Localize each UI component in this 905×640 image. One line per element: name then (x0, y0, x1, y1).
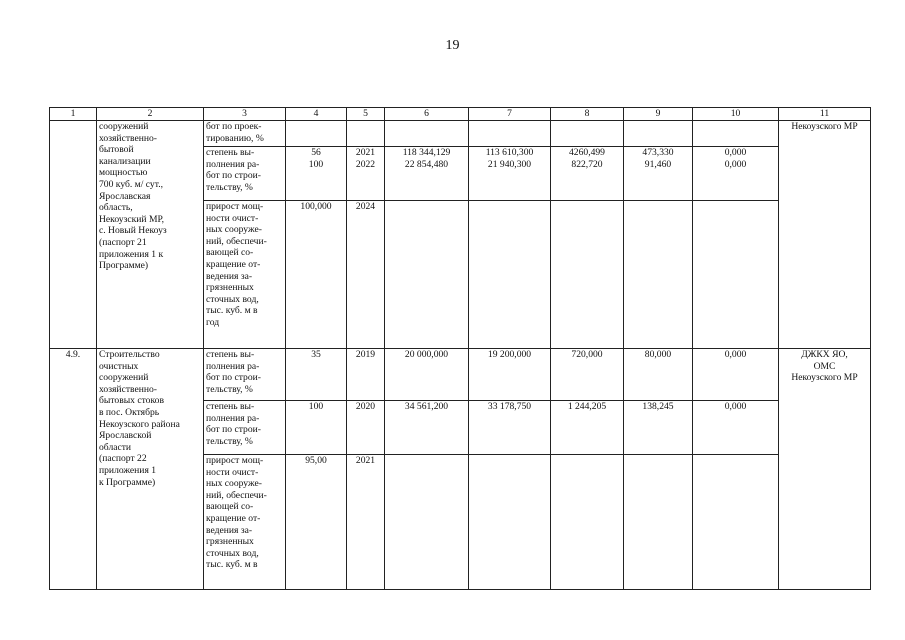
year-cell (347, 121, 385, 147)
amount-text: 113 610,300 (485, 147, 534, 158)
amount-cell: 80,000 (624, 349, 693, 401)
amount-cell (385, 121, 469, 147)
amount-cell: 0,000 (693, 401, 779, 455)
amount-cell (693, 201, 779, 349)
header-cell: 7 (469, 108, 551, 121)
amount-cell (693, 147, 779, 201)
item-number: 4.9. (50, 349, 97, 590)
amount-cell: 138,245 (624, 401, 693, 455)
item-description: Строительство очистных сооружений хозяйственно- бытовых стоков в пос. Октябрь Некоузского района Ярославской области (паспорт 22 приложения 1 к Программе) (97, 349, 204, 590)
amount-cell (551, 201, 624, 349)
page-number: 19 (445, 38, 460, 53)
header-cell: 6 (385, 108, 469, 121)
amount-cell (551, 455, 624, 590)
amount-cell (385, 201, 469, 349)
header-cell: 11 (779, 108, 871, 121)
program-table (49, 107, 871, 590)
header-row (50, 108, 871, 121)
indicator-cell: степень вы- полнения ра- бот по строи- тельству, % (204, 349, 286, 401)
table-row (50, 121, 871, 147)
amount-text: 91,460 (644, 158, 672, 170)
amount-cell: 720,000 (551, 349, 624, 401)
amount-text: 0,000 (724, 158, 747, 170)
indicator-cell: степень вы- полнения ра- бот по строи- тельству, % (204, 401, 286, 455)
amount-cell (469, 455, 551, 590)
header-cell: 2 (97, 108, 204, 121)
amount-cell (469, 201, 551, 349)
amount-cell (624, 455, 693, 590)
indicator-cell: бот по проек- тированию, % (204, 121, 286, 147)
item-description: сооружений хозяйственно- бытовой канализации мощностью 700 куб. м/ сут., Ярославская область, Некоузский МР, с. Новый Некоуз (паспорт 21 приложения 1 к Программе) (97, 121, 204, 349)
header-cell: 10 (693, 108, 779, 121)
year-text: 2022 (355, 158, 376, 170)
header-cell: 4 (286, 108, 347, 121)
header-cell: 9 (624, 108, 693, 121)
header-cell: 8 (551, 108, 624, 121)
amount-cell (385, 455, 469, 590)
amount-cell: 19 200,000 (469, 349, 551, 401)
executor-cell: ДЖКХ ЯО, ОМС Некоузского МР (779, 349, 871, 590)
amount-cell (385, 147, 469, 201)
amount-cell: 34 561,200 (385, 401, 469, 455)
amount-text: 822,720 (571, 158, 603, 170)
amount-cell (551, 121, 624, 147)
amount-cell: 33 178,750 (469, 401, 551, 455)
amount-text: 22 854,480 (404, 158, 449, 170)
amount-text: 4260,499 (569, 147, 605, 158)
value-cell: 100 (286, 401, 347, 455)
year-text: 2021 (355, 147, 376, 158)
value-cell: 100,000 (286, 201, 347, 349)
indicator-cell: прирост мощ- ности очист- ных сооруже- ний, обеспечи- вающей со- кращение от- ведения за- грязненных сточных вод, тыс. куб. м в (204, 455, 286, 590)
year-cell: 2021 (347, 455, 385, 590)
item-number (50, 121, 97, 349)
table-row (50, 349, 871, 401)
value-cell: 95,00 (286, 455, 347, 590)
amount-cell (693, 121, 779, 147)
amount-cell (624, 201, 693, 349)
header-cell: 3 (204, 108, 286, 121)
header-cell: 1 (50, 108, 97, 121)
amount-cell: 1 244,205 (551, 401, 624, 455)
executor-cell: Некоузского МР (779, 121, 871, 349)
amount-cell (469, 121, 551, 147)
header-cell: 5 (347, 108, 385, 121)
amount-text: 118 344,129 (402, 147, 451, 158)
indicator-cell: прирост мощ- ности очист- ных сооруже- ний, обеспечи- вающей со- кращение от- ведения за- грязненных сточных вод, тыс. куб. м в год (204, 201, 286, 349)
amount-cell (551, 147, 624, 201)
amount-cell (469, 147, 551, 201)
amount-cell: 20 000,000 (385, 349, 469, 401)
amount-cell: 0,000 (693, 349, 779, 401)
amount-cell (624, 147, 693, 201)
year-cell: 2020 (347, 401, 385, 455)
value-cell: 35 (286, 349, 347, 401)
amount-cell (693, 455, 779, 590)
value-text: 56 (311, 147, 321, 158)
amount-text: 473,330 (642, 147, 674, 158)
amount-text: 21 940,300 (487, 158, 532, 170)
value-cell (286, 121, 347, 147)
year-cell: 2024 (347, 201, 385, 349)
year-cell: 2019 (347, 349, 385, 401)
value-cell (286, 147, 347, 201)
value-text: 100 (308, 158, 324, 170)
indicator-cell: степень вы- полнения ра- бот по строи- тельству, % (204, 147, 286, 201)
amount-text: 0,000 (724, 147, 747, 158)
amount-cell (624, 121, 693, 147)
year-cell (347, 147, 385, 201)
